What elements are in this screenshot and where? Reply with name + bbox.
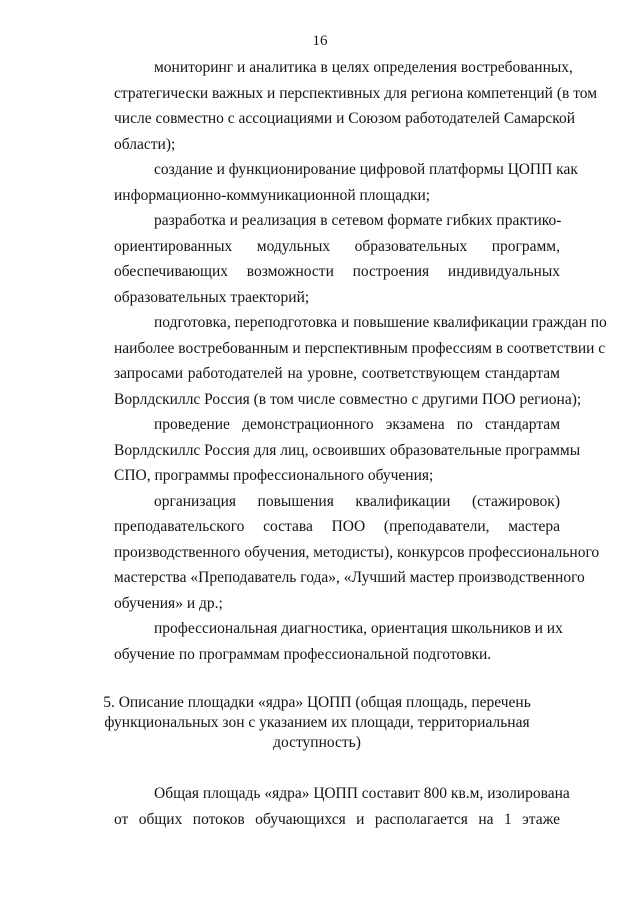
text-line: обучения» и др.; xyxy=(114,594,223,612)
text-line: обучение по программам профессиональной подготовки. xyxy=(114,645,492,663)
text-line: образовательных траекторий; xyxy=(114,288,310,306)
paragraph-demo-exam xyxy=(74,412,581,489)
text-line: области); xyxy=(114,135,176,153)
text-line: Ворлдскиллс Россия (в том числе совместно с другими ПОО региона); xyxy=(114,390,582,408)
paragraph-core-area xyxy=(74,781,570,832)
text-line: организация повышения квалификации (стажировок) xyxy=(154,492,560,510)
heading-line: функциональных зон с указанием их площади, территориальная xyxy=(104,714,530,731)
text-line: создание и функционирование цифровой платформы ЦОПП как xyxy=(154,161,578,178)
text-line: преподавательского состава ПОО (преподаватели, мастера xyxy=(114,518,560,535)
text-line: запросами работодателей на уровне, соответствующем стандартам xyxy=(114,365,560,382)
paragraph-monitoring xyxy=(74,55,598,157)
text-line: обеспечивающих возможности построения индивидуальных xyxy=(114,263,560,280)
paragraph-modular-programs xyxy=(74,208,560,310)
paragraph-training xyxy=(74,310,607,412)
text-line: информационно-коммуникационной площадки; xyxy=(114,186,431,204)
text-line: ориентированных модульных образовательных программ, xyxy=(114,237,560,255)
heading-line: доступность) xyxy=(273,734,361,751)
text-line: мониторинг и аналитика в целях определения востребованных, xyxy=(154,59,573,76)
paragraph-staff-qualification xyxy=(74,489,600,617)
text-line: от общих потоков обучающихся и располагается на 1 этаже xyxy=(114,810,560,828)
text-line: разработка и реализация в сетевом формате гибких практико- xyxy=(154,212,562,229)
text-line: стратегически важных и перспективных для региона компетенций (в том xyxy=(114,84,598,102)
document-body xyxy=(74,55,607,832)
paragraph-career-guidance xyxy=(74,616,563,667)
text-line: наиболее востребованным и перспективным профессиям в соответствии с xyxy=(114,339,606,357)
section-heading xyxy=(74,693,560,753)
text-line: числе совместно с ассоциациями и Союзом работодателей Самарской xyxy=(114,110,576,127)
text-line: Общая площадь «ядра» ЦОПП составит 800 кв.м, изолирована xyxy=(154,785,570,802)
heading-line: 5. Описание площадки «ядра» ЦОПП (общая площадь, перечень xyxy=(103,694,531,711)
text-line: мастерства «Преподаватель года», «Лучший мастер производственного xyxy=(114,569,585,586)
text-line: СПО, программы профессионального обучения; xyxy=(114,467,434,484)
text-line: проведение демонстрационного экзамена по стандартам xyxy=(154,416,560,433)
text-line: подготовка, переподготовка и повышение квалификации граждан по xyxy=(154,314,607,331)
text-line: Ворлдскиллс Россия для лиц, освоивших образовательные программы xyxy=(114,441,581,459)
page-number: 16 xyxy=(312,33,328,49)
text-line: производственного обучения, методисты), конкурсов профессионального xyxy=(114,543,600,561)
paragraph-digital-platform xyxy=(74,157,578,208)
text-line: профессиональная диагностика, ориентация школьников и их xyxy=(154,620,563,637)
